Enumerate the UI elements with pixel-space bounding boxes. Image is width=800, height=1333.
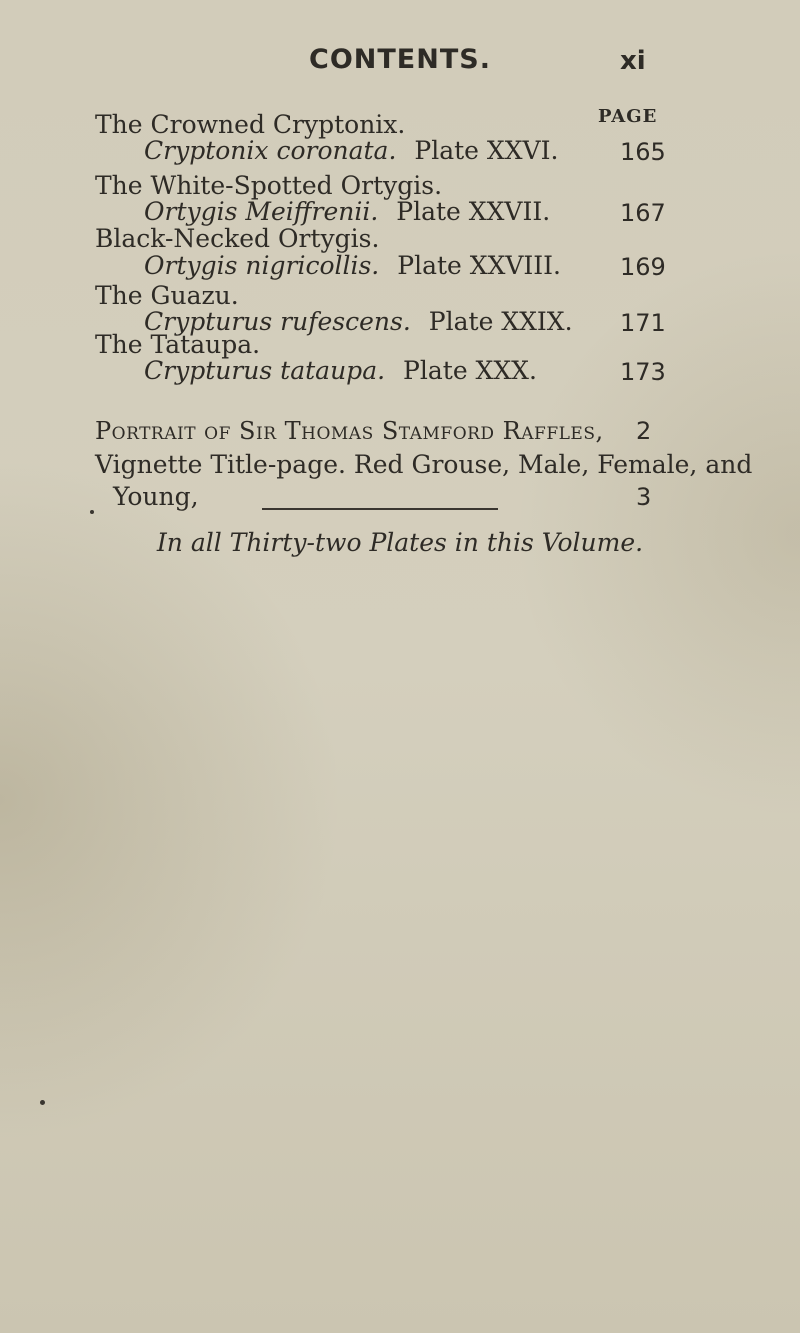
portrait-entry: Portrait of Sir Thomas Stamford Raffles, <box>95 417 604 445</box>
divider-rule <box>262 508 498 510</box>
vignette-entry-line-2: Young, <box>113 482 199 511</box>
entry-plate: Plate XXX. <box>403 356 537 385</box>
entry-latin-text: Cryptonix coronata. <box>144 136 397 165</box>
entry-common-name: The Guazu. <box>95 281 239 310</box>
entry-latin-name <box>144 136 558 165</box>
entry-latin-name <box>144 251 561 280</box>
entry-plate: Plate XXVIII. <box>397 251 561 280</box>
entry-latin-name <box>144 197 550 226</box>
paper-fleck <box>90 510 94 514</box>
entry-latin-text: Ortygis nigricollis. <box>144 251 380 280</box>
entry-common-name: Black-Necked Ortygis. <box>95 224 380 253</box>
entry-plate: Plate XXVI. <box>414 136 559 165</box>
entry-common-name: The White-Spotted Ortygis. <box>95 171 443 200</box>
entry-common-name: The Tataupa. <box>95 330 261 359</box>
entry-plate: Plate XXIX. <box>428 307 573 336</box>
page-column-heading: PAGE <box>598 106 658 127</box>
entry-latin-name <box>144 356 537 385</box>
entry-latin-text: Ortygis Meiffrenii. <box>144 197 379 226</box>
page-title: CONTENTS. <box>309 44 491 75</box>
entry-page-number: 169 <box>620 253 666 281</box>
entry-page-number: 167 <box>620 199 666 227</box>
entry-plate: Plate XXVII. <box>396 197 551 226</box>
vignette-entry-line-1: Vignette Title-page. Red Grouse, Male, Female, and <box>95 450 753 479</box>
paper-fleck <box>40 1100 45 1105</box>
entry-latin-text: Crypturus rufescens. <box>144 307 411 336</box>
vignette-page-number: 3 <box>636 483 652 511</box>
entry-page-number: 173 <box>620 358 666 386</box>
entry-common-name: The Crowned Cryptonix. <box>95 110 406 139</box>
portrait-page-number: 2 <box>636 417 652 445</box>
entry-page-number: 171 <box>620 309 666 337</box>
page-numeral: xi <box>620 46 646 76</box>
plates-count-note: In all Thirty-two Plates in this Volume. <box>156 528 644 557</box>
entry-page-number: 165 <box>620 138 666 166</box>
entry-latin-text: Crypturus tataupa. <box>144 356 386 385</box>
